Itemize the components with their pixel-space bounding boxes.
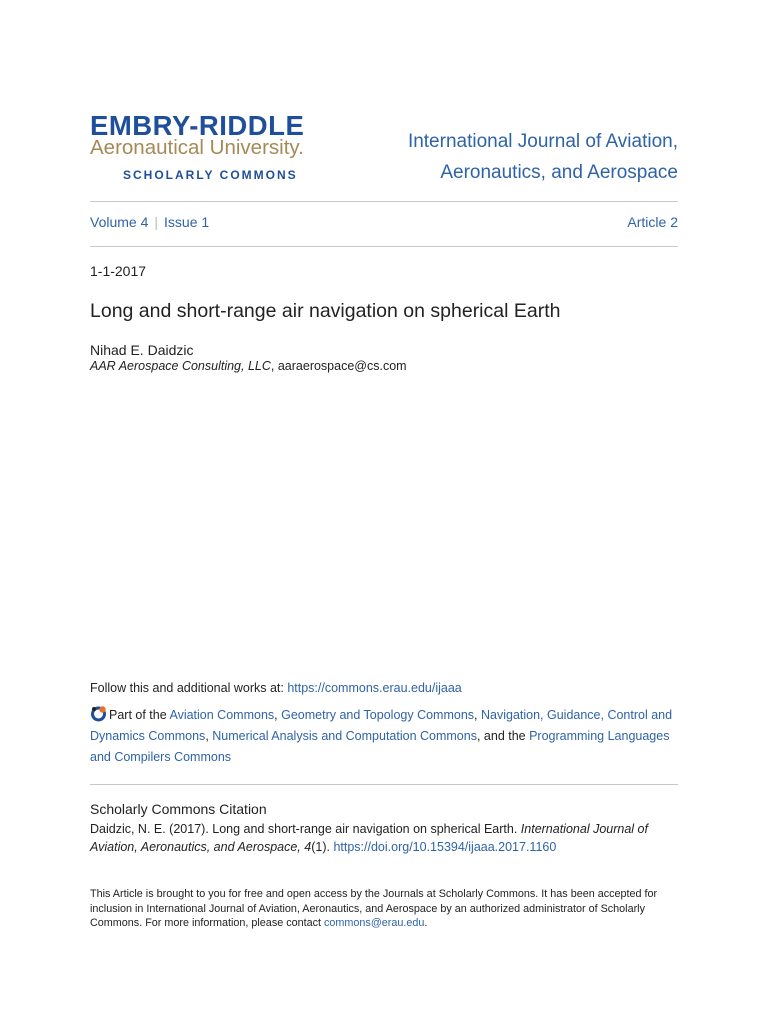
programming-languages-commons-link[interactable]: Programming Languages and Compilers Commons — [90, 729, 670, 764]
divider — [90, 246, 678, 247]
contact-email-link[interactable]: commons@erau.edu — [324, 917, 425, 929]
author-affiliation: AAR Aerospace Consulting, LLC, aaraerospace@cs.com — [90, 359, 407, 373]
author-email: aaraerospace@cs.com — [277, 359, 407, 373]
volume-link[interactable]: Volume 4 — [90, 214, 149, 230]
follow-label: Follow this and additional works at: — [90, 681, 288, 695]
navigation-guidance-commons-link[interactable]: Navigation, Guidance, Control and Dynamics Commons — [90, 708, 673, 743]
aviation-commons-link[interactable]: Aviation Commons — [169, 708, 275, 722]
paper-title: Long and short-range air navigation on spherical Earth — [90, 300, 561, 322]
part-of-lead: Part of the — [109, 708, 170, 722]
numerical-analysis-commons-link[interactable]: Numerical Analysis and Computation Commons — [212, 729, 477, 743]
citation-journal: International Journal of Aviation, Aeronautics, and Aerospace, 4 — [90, 822, 648, 854]
access-notice-text: This Article is brought to you for free and open access by the Journals at Scholarly Commons. It has been accepted for inclusion in International Journal of Aviation, Aeronautics, and Aerospace by an authorized administrator of Scholarly Commons. For more information, please contact — [90, 888, 658, 929]
issue-link[interactable]: Issue 1 — [164, 214, 210, 230]
geometry-topology-commons-link[interactable]: Geometry and Topology Commons — [281, 708, 475, 722]
citation-authors-title: Daidzic, N. E. (2017). Long and short-range air navigation on spherical Earth. — [90, 822, 521, 836]
separator: | — [154, 214, 159, 230]
divider — [90, 201, 678, 202]
doi-link[interactable]: https://doi.org/10.15394/ijaaa.2017.1160 — [333, 839, 557, 854]
affiliation-name: AAR Aerospace Consulting, LLC — [90, 359, 271, 373]
publication-date: 1-1-2017 — [90, 263, 147, 279]
divider — [90, 784, 678, 785]
logo-university: Aeronautical University. — [90, 136, 304, 159]
citation-text — [90, 821, 680, 856]
journal-title[interactable] — [358, 126, 678, 188]
author-name: Nihad E. Daidzic — [90, 342, 194, 358]
access-notice-end: . — [424, 917, 428, 929]
logo-scholarly-commons: SCHOLARLY COMMONS — [123, 168, 298, 182]
part-of-commons: Part of the Aviation Commons, Geometry and Topology Commons, Navigation, Guidance, Control and Dynamics Commons, Numerical Analysis and Computation Commons, and the Programming Languages and Compilers Commons — [90, 705, 680, 768]
volume-issue — [90, 214, 209, 230]
logo-embry-riddle: EMBRY-RIDDLE — [90, 110, 305, 141]
and-the-text: , and the — [476, 729, 530, 743]
citation-issue: (1). — [311, 839, 334, 854]
access-notice — [90, 887, 680, 931]
network-icon — [90, 705, 107, 722]
journal-title-line1: International Journal of Aviation, — [407, 131, 678, 152]
citation-heading: Scholarly Commons Citation — [90, 801, 267, 817]
follow-url-link[interactable]: https://commons.erau.edu/ijaaa — [287, 681, 462, 695]
article-link[interactable]: Article 2 — [627, 214, 678, 230]
journal-title-line2: Aeronautics, and Aerospace — [440, 162, 678, 183]
follow-line — [90, 681, 462, 695]
